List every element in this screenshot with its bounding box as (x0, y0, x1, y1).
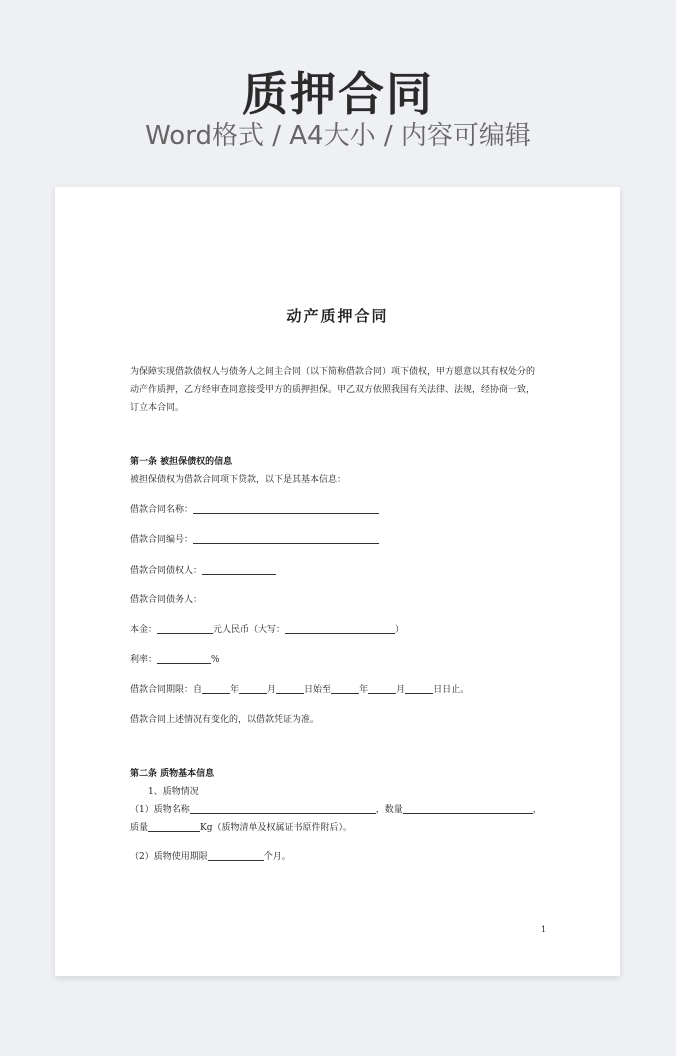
section2-heading: 第二条 质物基本信息 (130, 769, 215, 779)
loan-name-blank[interactable] (193, 502, 379, 514)
quantity-label: ，数量 (375, 805, 403, 815)
document-title: 动产质押合同 (286, 307, 389, 325)
pledge-name-blank[interactable] (190, 802, 376, 814)
start-year-blank[interactable] (202, 682, 230, 694)
rate-row (130, 651, 220, 669)
section1-description: 被担保债权为借款合同项下贷款，以下是其基本信息： (130, 475, 347, 485)
document-page (55, 187, 620, 976)
creditor-label: 借款合同债权人： (130, 566, 203, 576)
year-text-2: 年 (359, 685, 369, 695)
banner-title: 质押合同 (242, 67, 434, 121)
end-month-blank[interactable] (368, 682, 396, 694)
weight-blank[interactable] (148, 820, 200, 832)
usage-period-label: （2）质物使用期限 (130, 852, 208, 862)
intro-paragraph: 为保障实现借款债权人与债务人之间主合同（以下简称借款合同）项下债权，甲方愿意以其有权处分的动产作质押，乙方经审查同意接受甲方的质押担保。甲乙双方依照我国有关法律、法规，经协商一致，订立本合同。 (130, 367, 536, 413)
day-end-text: 日日止。 (433, 685, 470, 695)
principal-row (130, 621, 404, 639)
term-row (130, 681, 469, 699)
rate-unit: % (211, 655, 220, 665)
end-day-blank[interactable] (405, 682, 433, 694)
rate-label: 利率： (130, 655, 158, 665)
loan-name-row (130, 501, 379, 519)
debtor-row (130, 591, 202, 609)
term-label: 借款合同期限：自 (130, 685, 203, 695)
year-text: 年 (230, 685, 240, 695)
pledge-name-label: （1）质物名称 (130, 805, 190, 815)
principal-label: 本金： (130, 625, 158, 635)
rate-blank[interactable] (157, 652, 211, 664)
creditor-blank[interactable] (202, 563, 276, 575)
page-number: 1 (541, 925, 547, 934)
banner-subtitle: Word格式 / A4大小 / 内容可编辑 (145, 121, 531, 151)
month-text-2: 月 (396, 685, 406, 695)
usage-period-row (130, 848, 291, 866)
comma-text: ， (532, 805, 542, 815)
principal-unit: 元人民币（大写： (213, 625, 286, 635)
months-text: 个月。 (263, 852, 291, 862)
weight-row (130, 819, 352, 837)
weight-unit: Kg（质物清单及权属证书原件附后）。 (200, 823, 353, 833)
creditor-row (130, 562, 276, 580)
section1-note: 借款合同上述情况有变化的，以借款凭证为准。 (130, 715, 320, 725)
loan-number-row (130, 531, 379, 549)
principal-words-blank[interactable] (285, 622, 395, 634)
month-text: 月 (267, 685, 277, 695)
debtor-label: 借款合同债务人： (130, 595, 203, 605)
loan-name-label: 借款合同名称： (130, 505, 194, 515)
section2-sub1: 1、质物情况 (148, 787, 199, 797)
day-from-text: 日始至 (304, 685, 332, 695)
end-year-blank[interactable] (331, 682, 359, 694)
loan-number-blank[interactable] (193, 532, 379, 544)
start-day-blank[interactable] (276, 682, 304, 694)
pledge-item-row (130, 801, 542, 819)
principal-amount-blank[interactable] (157, 622, 213, 634)
principal-close: ） (395, 625, 405, 635)
section1-heading: 第一条 被担保债权的信息 (130, 457, 233, 467)
weight-label: 质量 (130, 823, 149, 833)
loan-number-label: 借款合同编号： (130, 535, 194, 545)
quantity-blank[interactable] (403, 802, 533, 814)
start-month-blank[interactable] (239, 682, 267, 694)
usage-period-blank[interactable] (208, 849, 264, 861)
